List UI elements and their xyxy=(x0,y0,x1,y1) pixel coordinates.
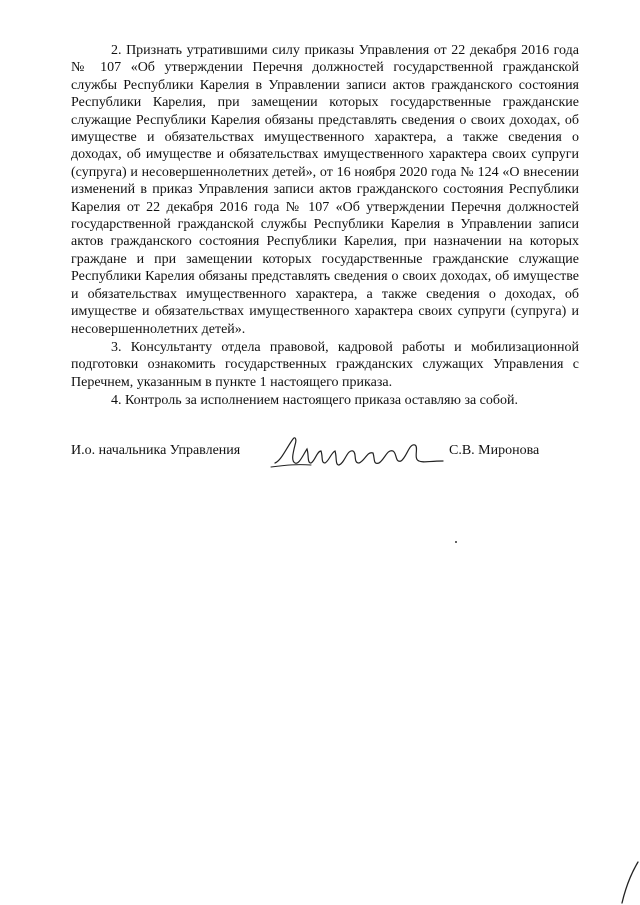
stray-mark xyxy=(455,541,457,543)
signatory-position: И.о. начальника Управления xyxy=(71,443,241,458)
handwritten-signature xyxy=(267,433,447,473)
signatory-name: С.В. Миронова xyxy=(449,443,540,458)
signature-block xyxy=(71,433,579,473)
paragraph-4: 4. Контроль за исполнением настоящего приказа оставляю за собой. xyxy=(111,393,519,409)
paragraph-2: 2. Признать утратившими силу приказы Управления от 22 декабря 2016 года № 107 «Об утверждении Перечня должностей государственной гражданской службы Республики Карелия в Управлении записи актов гражданского состояния Республики Карелия, при замещении которых государственные гражданские служащие Республики Карелия обязаны представлять сведения о своих доходах, об имуществе и обязательствах имущественного характера, а также сведения о доходах, об имуществе и обязательствах имущественного характера своих супруги (супруга) и несовершеннолетних детей», от 16 ноября 2020 года № 124 «О внесении изменений в приказ Управления записи актов гражданского состояния Республики Карелия от 22 декабря 2016 года № 107 «Об утверждении Перечня должностей государственной гражданской службы Республики Карелия в Управлении записи актов гражданского состояния Республики Карелия, при назначении на которых граждане и при замещении которых государственные гражданские служащие Республики Карелия обязаны представлять сведения о своих доходах, об имуществе и обязательствах имущественного характера, а также сведения о доходах, об имуществе и обязательствах имущественного характера своих супруги (супруга) и несовершеннолетних детей». xyxy=(71,43,579,337)
document-body xyxy=(71,42,579,410)
paragraph-3: 3. Консультанту отдела правовой, кадровой работы и мобилизационной подготовки ознакомить государственных гражданских служащих Управления с Перечнем, указанным в пункте 1 настоящего приказа. xyxy=(71,339,579,390)
corner-pen-mark xyxy=(618,860,640,905)
